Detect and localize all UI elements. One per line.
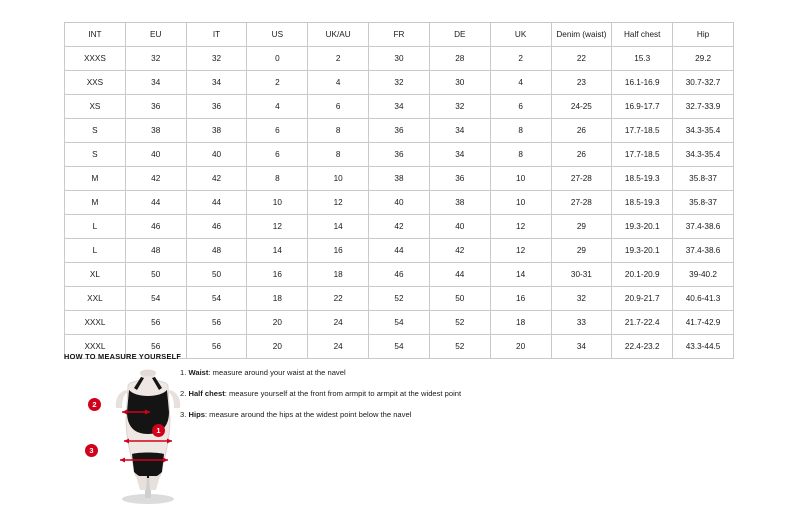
table-cell: 40: [369, 191, 430, 215]
note-number: 2.: [180, 389, 187, 399]
measure-badge-1: 1: [152, 424, 165, 437]
table-cell: 20.1-20.9: [612, 263, 673, 287]
table-cell: 32: [369, 71, 430, 95]
table-cell: 12: [308, 191, 369, 215]
table-row: [65, 47, 734, 71]
table-cell: 18.5-19.3: [612, 167, 673, 191]
table-cell: 35.8-37: [673, 191, 734, 215]
measure-badge-2: 2: [88, 398, 101, 411]
table-cell: 35.8-37: [673, 167, 734, 191]
table-cell: 34: [551, 335, 612, 359]
table-cell: 2: [490, 47, 551, 71]
table-cell: 54: [369, 335, 430, 359]
table-row: [65, 95, 734, 119]
table-cell: 8: [308, 119, 369, 143]
table-cell: 38: [125, 119, 186, 143]
table-cell: 36: [186, 95, 247, 119]
table-cell: 2: [247, 71, 308, 95]
measure-badge-3: 3: [85, 444, 98, 457]
column-header: Hip: [673, 23, 734, 47]
table-cell: 34.3-35.4: [673, 143, 734, 167]
table-cell: 16.9-17.7: [612, 95, 673, 119]
table-cell: XXXL: [65, 335, 126, 359]
table-header: [65, 23, 734, 47]
table-cell: XL: [65, 263, 126, 287]
table-cell: M: [65, 167, 126, 191]
table-cell: 8: [308, 143, 369, 167]
table-cell: 44: [186, 191, 247, 215]
table-cell: 26: [551, 119, 612, 143]
table-row: [65, 71, 734, 95]
table-cell: 46: [125, 215, 186, 239]
size-chart-table: [64, 22, 734, 359]
table-cell: 19.3-20.1: [612, 215, 673, 239]
table-cell: 20: [247, 335, 308, 359]
table-cell: 40: [125, 143, 186, 167]
table-cell: 50: [125, 263, 186, 287]
column-header: IT: [186, 23, 247, 47]
table-cell: 16: [308, 239, 369, 263]
table-cell: 29: [551, 215, 612, 239]
table-cell: 18.5-19.3: [612, 191, 673, 215]
table-cell: 36: [369, 119, 430, 143]
table-cell: 52: [429, 335, 490, 359]
table-cell: 8: [490, 143, 551, 167]
note-text: : measure yourself at the front from armpit to armpit at the widest point: [224, 389, 462, 399]
table-cell: 8: [247, 167, 308, 191]
table-cell: 17.7-18.5: [612, 143, 673, 167]
table-cell: 29.2: [673, 47, 734, 71]
table-cell: 12: [490, 239, 551, 263]
table-cell: 18: [490, 311, 551, 335]
column-header: Denim (waist): [551, 23, 612, 47]
how-to-measure-title: HOW TO MEASURE YOURSELF: [64, 352, 182, 361]
table-cell: 36: [369, 143, 430, 167]
table-cell: 52: [369, 287, 430, 311]
table-cell: 38: [369, 167, 430, 191]
measure-notes: [180, 368, 600, 431]
table-cell: 14: [490, 263, 551, 287]
table-row: [65, 239, 734, 263]
table-cell: 48: [186, 239, 247, 263]
column-header: FR: [369, 23, 430, 47]
table-cell: 23: [551, 71, 612, 95]
table-cell: 38: [429, 191, 490, 215]
table-cell: 22.4-23.2: [612, 335, 673, 359]
table-cell: 40: [186, 143, 247, 167]
table-body: [65, 47, 734, 359]
table-cell: 16: [247, 263, 308, 287]
table-cell: 41.7-42.9: [673, 311, 734, 335]
table-cell: 30-31: [551, 263, 612, 287]
table-cell: 21.7-22.4: [612, 311, 673, 335]
column-header: EU: [125, 23, 186, 47]
table-cell: 4: [308, 71, 369, 95]
table-cell: 14: [247, 239, 308, 263]
table-cell: 46: [369, 263, 430, 287]
table-cell: XXXL: [65, 311, 126, 335]
table-cell: 30: [369, 47, 430, 71]
table-cell: 10: [490, 167, 551, 191]
table-cell: 32: [429, 95, 490, 119]
column-header: UK/AU: [308, 23, 369, 47]
table-cell: 54: [369, 311, 430, 335]
table-cell: 42: [369, 215, 430, 239]
note-term: Waist: [188, 368, 209, 377]
table-cell: 50: [429, 287, 490, 311]
table-cell: 40.6-41.3: [673, 287, 734, 311]
note-term: Hips: [188, 410, 205, 420]
table-cell: 29: [551, 239, 612, 263]
table-cell: 44: [125, 191, 186, 215]
table-cell: 37.4-38.6: [673, 239, 734, 263]
table-cell: 0: [247, 47, 308, 71]
table-cell: 42: [429, 239, 490, 263]
table-cell: 6: [247, 119, 308, 143]
table-cell: 42: [125, 167, 186, 191]
column-header: INT: [65, 23, 126, 47]
table-cell: 16.1-16.9: [612, 71, 673, 95]
table-cell: 38: [186, 119, 247, 143]
table-cell: 48: [125, 239, 186, 263]
table-cell: 14: [308, 215, 369, 239]
table-cell: 20: [490, 335, 551, 359]
table-cell: 36: [125, 95, 186, 119]
table-cell: 34: [429, 119, 490, 143]
table-cell: 27-28: [551, 191, 612, 215]
measure-note: [180, 368, 600, 377]
table-cell: 34: [369, 95, 430, 119]
table-cell: 24: [308, 335, 369, 359]
table-cell: 12: [247, 215, 308, 239]
table-cell: 18: [247, 287, 308, 311]
table-cell: 30.7-32.7: [673, 71, 734, 95]
table-cell: 32: [186, 47, 247, 71]
table-cell: S: [65, 143, 126, 167]
table-cell: L: [65, 215, 126, 239]
table-cell: 24-25: [551, 95, 612, 119]
table-cell: 54: [186, 287, 247, 311]
table-cell: 34: [429, 143, 490, 167]
table-cell: M: [65, 191, 126, 215]
table-cell: 34: [125, 71, 186, 95]
table-cell: XXL: [65, 287, 126, 311]
column-header: US: [247, 23, 308, 47]
table-cell: 10: [247, 191, 308, 215]
table-cell: 39-40.2: [673, 263, 734, 287]
table-cell: 4: [490, 71, 551, 95]
table-cell: 8: [490, 119, 551, 143]
table-cell: 32: [551, 287, 612, 311]
table-cell: 17.7-18.5: [612, 119, 673, 143]
table-cell: 32: [125, 47, 186, 71]
table-cell: 26: [551, 143, 612, 167]
table-cell: 19.3-20.1: [612, 239, 673, 263]
table-cell: 2: [308, 47, 369, 71]
note-term: Half chest: [188, 389, 225, 399]
column-header: UK: [490, 23, 551, 47]
table-cell: 54: [125, 287, 186, 311]
table-cell: 28: [429, 47, 490, 71]
table-header-row: [65, 23, 734, 47]
table-row: [65, 167, 734, 191]
table-cell: 36: [429, 167, 490, 191]
table-cell: 6: [490, 95, 551, 119]
table-row: [65, 119, 734, 143]
table-row: [65, 143, 734, 167]
table-cell: XXS: [65, 71, 126, 95]
note-text: : measure around the hips at the widest point below the navel: [204, 410, 412, 420]
table-cell: 6: [247, 143, 308, 167]
table-row: [65, 311, 734, 335]
column-header: DE: [429, 23, 490, 47]
table-cell: 22: [308, 287, 369, 311]
note-number: 3.: [180, 410, 187, 420]
table-row: [65, 215, 734, 239]
table-row: [65, 263, 734, 287]
table-cell: 40: [429, 215, 490, 239]
table-cell: 33: [551, 311, 612, 335]
table-cell: 50: [186, 263, 247, 287]
table-cell: 10: [490, 191, 551, 215]
table-cell: 56: [125, 335, 186, 359]
table-cell: 32.7-33.9: [673, 95, 734, 119]
table-cell: XXXS: [65, 47, 126, 71]
column-header: Half chest: [612, 23, 673, 47]
table-cell: 12: [490, 215, 551, 239]
table-cell: 37.4-38.6: [673, 215, 734, 239]
table-cell: 30: [429, 71, 490, 95]
table-cell: L: [65, 239, 126, 263]
table-cell: 27-28: [551, 167, 612, 191]
table-cell: 22: [551, 47, 612, 71]
table-cell: XS: [65, 95, 126, 119]
measure-note: [180, 410, 600, 419]
table-cell: 34: [186, 71, 247, 95]
table-cell: 10: [308, 167, 369, 191]
note-text: : measure around your waist at the navel: [208, 368, 346, 377]
table-cell: 4: [247, 95, 308, 119]
table-cell: 20: [247, 311, 308, 335]
table-row: [65, 287, 734, 311]
table-cell: 44: [429, 263, 490, 287]
measure-note: [180, 389, 600, 398]
table-cell: 20.9-21.7: [612, 287, 673, 311]
table-cell: 56: [186, 335, 247, 359]
table-cell: 18: [308, 263, 369, 287]
table-cell: 6: [308, 95, 369, 119]
table-cell: 52: [429, 311, 490, 335]
size-table-container: [64, 22, 734, 359]
table-cell: 43.3-44.5: [673, 335, 734, 359]
note-number: 1.: [180, 368, 187, 377]
table-cell: 56: [125, 311, 186, 335]
table-cell: 15.3: [612, 47, 673, 71]
table-cell: 44: [369, 239, 430, 263]
table-cell: 42: [186, 167, 247, 191]
table-cell: 46: [186, 215, 247, 239]
table-row: [65, 191, 734, 215]
table-cell: 56: [186, 311, 247, 335]
table-cell: 16: [490, 287, 551, 311]
table-cell: S: [65, 119, 126, 143]
table-cell: 24: [308, 311, 369, 335]
table-cell: 34.3-35.4: [673, 119, 734, 143]
